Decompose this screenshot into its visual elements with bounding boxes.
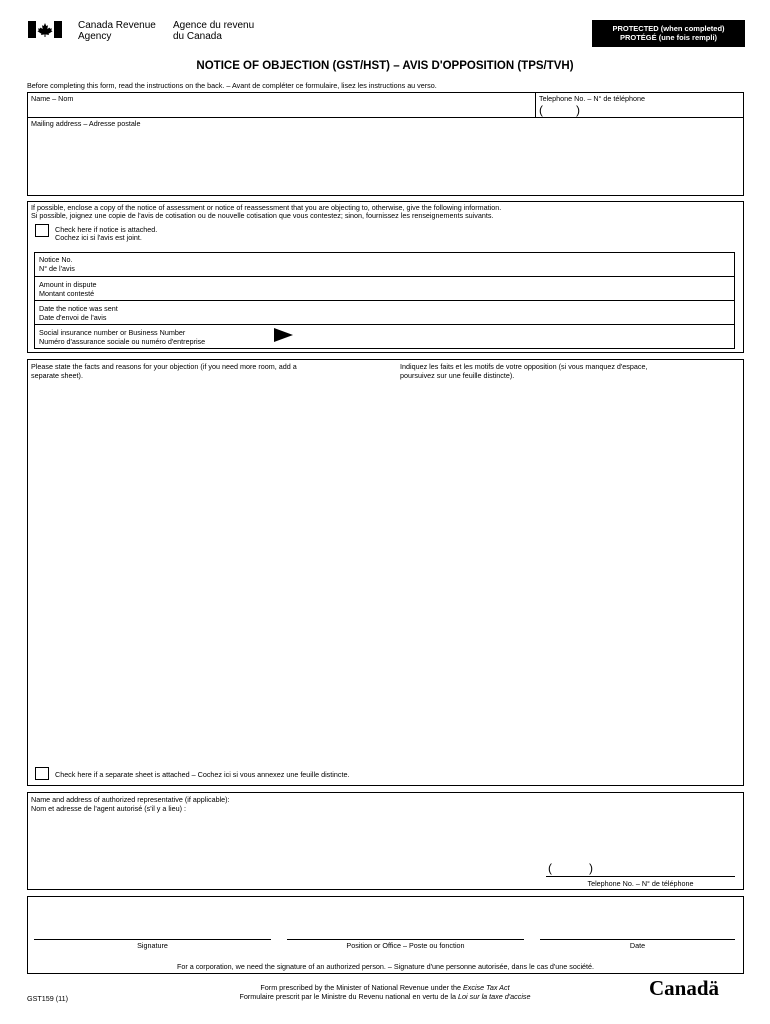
amount-label xyxy=(39,280,97,298)
notice-no-label-fr: N° de l'avis xyxy=(39,264,75,273)
name-address-divider xyxy=(27,117,744,118)
representative-label-en: Name and address of authorized representative (if applicable): xyxy=(31,795,230,804)
name-label: Name – Nom xyxy=(31,94,74,103)
telephone-area-code-field[interactable] xyxy=(546,104,574,116)
telephone-open-paren: ( xyxy=(539,103,543,117)
sin-bn-label xyxy=(39,328,205,346)
prescribed-en-text: Form prescribed by the Minister of National Revenue under the xyxy=(260,983,463,992)
notice-no-label-en: Notice No. xyxy=(39,255,73,264)
prescribed-en-act: Excise Tax Act xyxy=(462,983,510,992)
prescribed-fr-act: Loi sur la taxe d'accise xyxy=(458,992,531,1001)
facts-label-en-line1: Please state the facts and reasons for your objection (if you need more room, add a xyxy=(31,362,297,371)
date-label: Date xyxy=(629,941,646,950)
signature-field[interactable] xyxy=(34,912,271,938)
signature-label: Signature xyxy=(137,941,168,950)
notice-attached-checkbox[interactable] xyxy=(35,224,49,237)
signature-line xyxy=(34,939,271,940)
date-field[interactable] xyxy=(540,912,735,938)
agency-name-fr xyxy=(173,20,254,42)
form-title: NOTICE OF OBJECTION (GST/HST) – AVIS D'OPPOSITION (TPS/TVH) xyxy=(196,60,574,72)
prescribed-fr-text: Formulaire prescrit par le Ministre du Revenu national en vertu de la xyxy=(239,992,459,1001)
facts-label-fr-line2: poursuivez sur une feuille distincte). xyxy=(400,371,515,380)
prescribed-text xyxy=(150,983,620,1001)
date-line xyxy=(540,939,735,940)
representative-label-fr: Nom et adresse de l'agent autorisé (s'il y a lieu) : xyxy=(31,804,186,813)
facts-label-fr-line1: Indiquez les faits et les motifs de votre opposition (si vous manquez d'espace, xyxy=(400,362,648,371)
protected-en: PROTECTED (when completed) xyxy=(612,24,725,33)
rep-telephone-close-paren: ) xyxy=(589,861,593,875)
amount-label-en: Amount in dispute xyxy=(39,280,97,289)
corporation-note: For a corporation, we need the signature of an authorized person. – Signature d'une personne autorisée, dans le cas d'une société. xyxy=(176,962,595,971)
notice-attached-label-en: Check here if notice is attached. xyxy=(55,225,158,234)
name-field[interactable] xyxy=(31,104,531,116)
rep-telephone-field[interactable] xyxy=(597,862,735,874)
protected-fr: PROTÉGÉ (une fois rempli) xyxy=(619,33,718,42)
notice-no-field[interactable] xyxy=(270,256,730,274)
amount-label-fr: Montant contesté xyxy=(39,289,95,298)
notice-row-divider-3 xyxy=(34,324,735,325)
rep-telephone-area-code-field[interactable] xyxy=(555,862,587,874)
date-sent-field[interactable] xyxy=(270,304,730,322)
position-label: Position or Office – Poste ou fonction xyxy=(346,941,465,950)
name-phone-divider xyxy=(535,92,536,118)
date-sent-label xyxy=(39,304,118,322)
date-sent-label-fr: Date d'envoi de l'avis xyxy=(39,313,107,322)
sin-bn-field[interactable] xyxy=(300,328,730,346)
representative-field[interactable] xyxy=(31,816,531,876)
telephone-field[interactable] xyxy=(584,104,740,116)
position-line xyxy=(287,939,524,940)
agency-fr-line2: du Canada xyxy=(173,31,222,42)
agency-name-en xyxy=(78,20,156,42)
rep-telephone-open-paren: ( xyxy=(548,861,552,875)
rep-telephone-underline xyxy=(546,876,735,877)
position-field[interactable] xyxy=(287,912,524,938)
agency-en-line2: Agency xyxy=(78,31,112,42)
protected-badge xyxy=(592,20,745,47)
prescribed-en xyxy=(150,983,620,992)
agency-fr-line1: Agence du revenu xyxy=(173,20,255,31)
facts-label-fr xyxy=(400,362,647,380)
facts-label-en-line2: separate sheet). xyxy=(31,371,83,380)
sin-bn-label-en: Social insurance number or Business Number xyxy=(39,328,186,337)
notice-no-label xyxy=(39,255,75,273)
separate-sheet-checkbox[interactable] xyxy=(35,767,49,780)
notice-row-divider-1 xyxy=(34,276,735,277)
amount-field[interactable] xyxy=(270,280,730,298)
enclose-text-en: If possible, enclose a copy of the notice of assessment or notice of reassessment that you are objecting to, otherwise, give the following information. xyxy=(31,203,502,212)
notice-attached-label-fr: Cochez ici si l'avis est joint. xyxy=(55,233,142,242)
mailing-address-label: Mailing address – Adresse postale xyxy=(31,119,141,128)
arrow-right-icon xyxy=(274,328,293,342)
prescribed-fr xyxy=(150,992,620,1001)
sin-bn-label-fr: Numéro d'assurance sociale ou numéro d'entreprise xyxy=(39,337,206,346)
rep-telephone-label: Telephone No. – N° de téléphone xyxy=(587,879,694,888)
canada-flag-icon xyxy=(28,21,62,38)
representative-label xyxy=(31,795,230,813)
mailing-address-field[interactable] xyxy=(31,130,739,192)
facts-label-en xyxy=(31,362,297,380)
enclose-text-fr: Si possible, joignez une copie de l'avis de cotisation ou de nouvelle cotisation que vous contestez; sinon, fournissez les renseignements suivants. xyxy=(31,211,494,220)
telephone-close-paren: ) xyxy=(576,103,580,117)
form-number: GST159 (11) xyxy=(27,994,69,1003)
notice-row-divider-2 xyxy=(34,300,735,301)
telephone-label: Telephone No. – N° de téléphone xyxy=(539,94,645,103)
agency-en-line1: Canada Revenue xyxy=(78,20,156,31)
intro-text: Before completing this form, read the instructions on the back. – Avant de compléter ce formulaire, lisez les instructions au verso. xyxy=(27,81,437,90)
separate-sheet-label: Check here if a separate sheet is attached – Cochez ici si vous annexez une feuille distincte. xyxy=(55,770,350,779)
canada-wordmark: Canadä xyxy=(649,976,720,1000)
facts-textarea[interactable] xyxy=(31,384,739,764)
date-sent-label-en: Date the notice was sent xyxy=(39,304,118,313)
